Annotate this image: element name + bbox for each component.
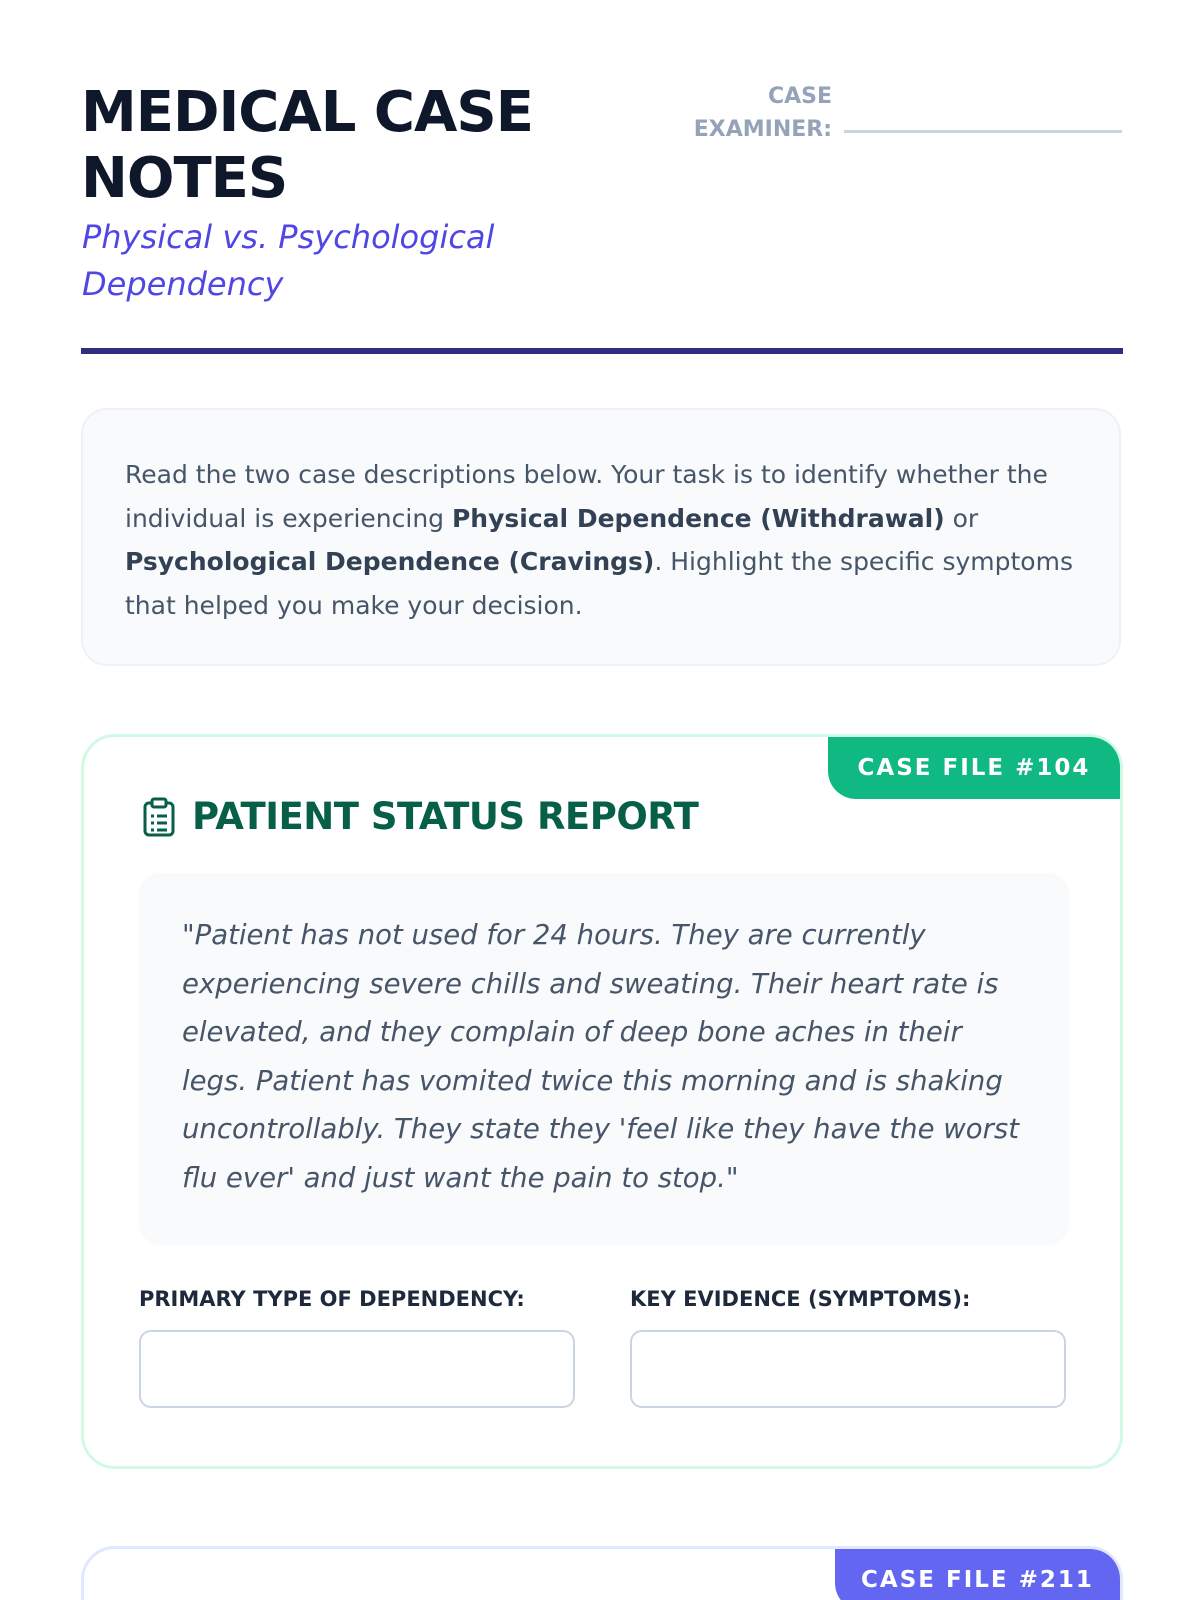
case-examiner-line[interactable] — [844, 130, 1122, 133]
case-description-box — [139, 873, 1069, 1245]
case-examiner-field — [680, 80, 1122, 150]
term-psychological-dependence: Psychological Dependence (Cravings) — [125, 547, 655, 576]
report-heading — [142, 795, 698, 838]
header-divider — [81, 348, 1123, 354]
key-evidence-label: KEY EVIDENCE (SYMPTOMS): — [630, 1287, 971, 1311]
case-card-211 — [81, 1546, 1123, 1600]
page-subtitle: Physical vs. Psychological Dependency — [82, 218, 495, 303]
case-description-quote: "Patient has not used for 24 hours. They are currently experiencing severe chills and sweating. Their heart rate is elevated, and they complain of deep bone aches in their legs. Patient has vomited twice this morning and is shaking uncontrollably. They state they 'feel like they have the worst flu ever' and just want the pain to stop." — [182, 919, 1020, 1194]
page-title: MEDICAL CASE NOTES — [81, 80, 533, 211]
case-card-104 — [81, 734, 1123, 1469]
key-evidence-input[interactable] — [630, 1330, 1066, 1408]
instructions-box — [81, 408, 1121, 666]
dependency-type-label: PRIMARY TYPE OF DEPENDENCY: — [139, 1287, 525, 1311]
clipboard-icon — [142, 797, 176, 837]
term-physical-dependence: Physical Dependence (Withdrawal) — [451, 503, 945, 533]
instructions-part-3: . Highlight the specific symptoms that helped you make your decision. — [125, 547, 1073, 620]
case-examiner-label: CASE EXAMINER: — [693, 84, 832, 142]
instructions-part-1: Read the two case descriptions below. Your task is to identify whether the individual is experiencing — [125, 460, 1048, 533]
dependency-type-input[interactable] — [139, 1330, 575, 1408]
case-file-badge: CASE FILE #211 — [835, 1549, 1120, 1600]
case-file-badge: CASE FILE #104 — [828, 737, 1120, 799]
report-title: PATIENT STATUS REPORT — [192, 795, 699, 838]
key-evidence-field — [630, 1284, 1068, 1408]
dependency-type-field — [139, 1284, 577, 1408]
instructions-text — [125, 453, 1077, 627]
instructions-part-2: or — [944, 503, 979, 533]
